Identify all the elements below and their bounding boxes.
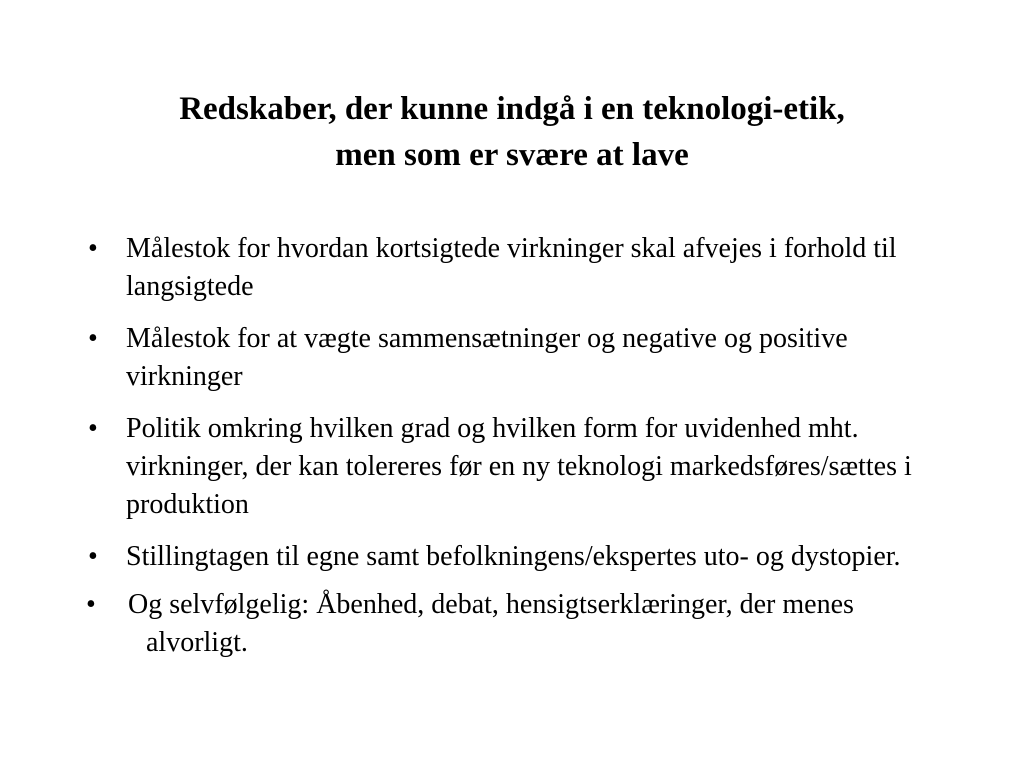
list-item	[88, 410, 958, 524]
bullet-text: Målestok for at vægte sammensætninger og negative og positive virkninger	[126, 323, 848, 392]
title-line-1: Redskaber, der kunne indgå i en teknologi-etik,	[179, 91, 845, 127]
title-line-2: men som er svære at lave	[335, 137, 689, 173]
list-item	[88, 538, 958, 576]
bullet-text: Og selvfølgelig: Åbenhed, debat, hensigtserklæringer, der menes alvorligt.	[128, 589, 854, 658]
list-item	[88, 586, 958, 662]
list-item	[88, 320, 958, 396]
list-item	[88, 230, 958, 306]
slide-title	[60, 86, 964, 178]
bullet-text: Politik omkring hvilken grad og hvilken form for uvidenhed mht. virkninger, der kan tolereres før en ny teknologi markedsføres/sættes i produktion	[126, 413, 912, 520]
bullet-icon: •	[88, 233, 98, 264]
bullet-text: Stillingtagen til egne samt befolkningens/ekspertes uto- og dystopier.	[126, 541, 901, 572]
bullet-icon: •	[88, 323, 98, 354]
bullet-icon: •	[88, 413, 98, 444]
bullet-list	[88, 230, 958, 676]
bullet-icon: •	[88, 541, 98, 572]
bullet-icon: •	[86, 589, 96, 620]
bullet-text: Målestok for hvordan kortsigtede virkninger skal afvejes i forhold til langsigtede	[126, 233, 897, 302]
